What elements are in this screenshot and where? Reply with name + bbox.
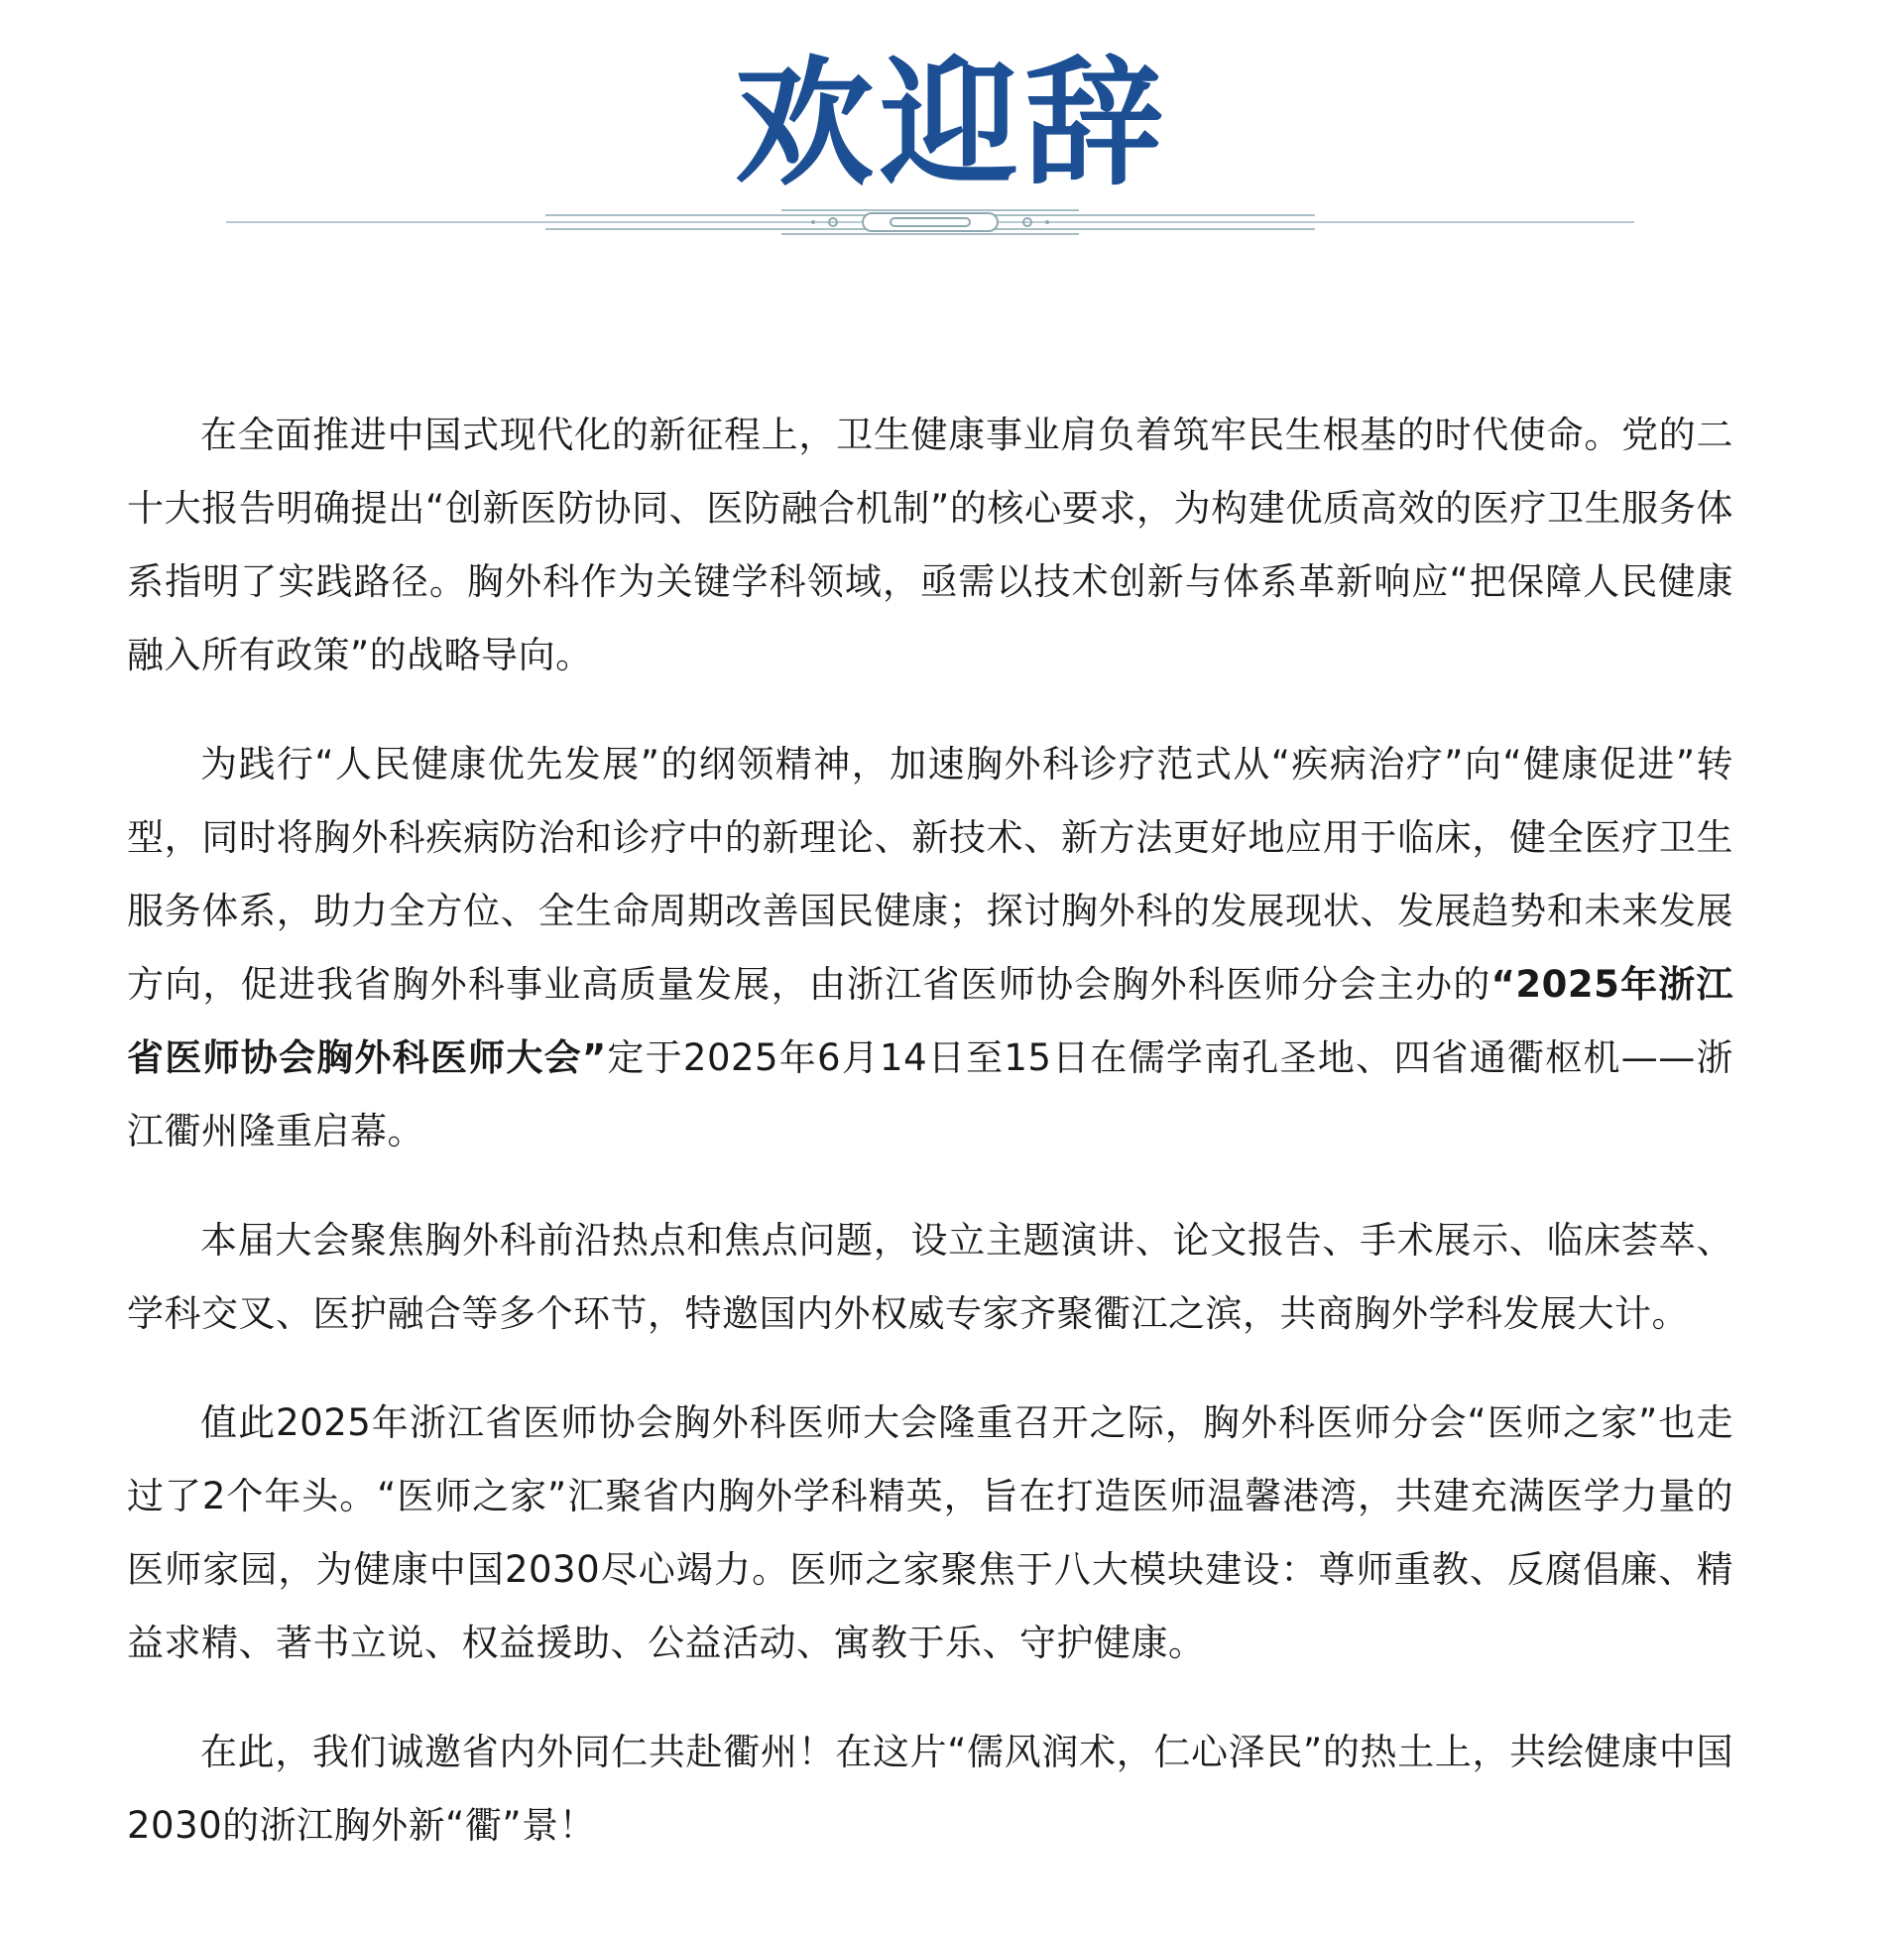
- conference-name: “2025年浙江省医师协会胸外科医师大会”: [127, 963, 1734, 1079]
- paragraph-3: 本届大会聚焦胸外科前沿热点和焦点问题，设立主题演讲、论文报告、手术展示、临床荟萃、学科交叉、医护融合等多个环节，特邀国内外权威专家齐聚衢江之滨，共商胸外学科发展大计。: [127, 1219, 1733, 1335]
- paragraph-4: 值此2025年浙江省医师协会胸外科医师大会隆重召开之际，胸外科医师分会“医师之家”也走过了2个年头。“医师之家”汇聚省内胸外学科精英，旨在打造医师温馨港湾，共建充满医学力量的医师家园，为健康中国2030尽心竭力。医师之家聚焦于八大模块建设：尊师重教、反腐倡廉、精益求精、著书立说、权益援助、公益活动、寓教于乐、守护健康。: [127, 1401, 1733, 1664]
- paragraph-2-intro: 为践行“人民健康优先发展”的纲领精神，加速胸外科诊疗范式从“疾病治疗”向“健康促进”转型，同时将胸外科疾病防治和诊疗中的新理论、新技术、新方法更好地应用于临床，健全医疗卫生服务体系，助力全方位、全生命周期改善国民健康；探讨胸外科的发展现状、发展趋势和未来发展方向，促进我省胸外科事业高质量发展，由浙江省医师协会胸外科医师分会主办的: [127, 743, 1733, 1006]
- paragraph-1: 在全面推进中国式现代化的新征程上，卫生健康事业肩负着筑牢民生根基的时代使命。党的二十大报告明确提出“创新医防协同、医防融合机制”的核心要求，为构建优质高效的医疗卫生服务体系指明了实践路径。胸外科作为关键学科领域，亟需以技术创新与体系革新响应“把保障人民健康融入所有政策”的战略导向。: [127, 414, 1733, 676]
- decorative-divider: [226, 198, 1634, 238]
- page-title: 欢迎辞: [734, 43, 1169, 205]
- paragraph-2: [127, 728, 1733, 1168]
- paragraph-2-details: 定于2025年6月14日至15日在儒学南孔圣地、四省通衢枢机——浙江衢州隆重启幕。: [127, 1036, 1733, 1152]
- welcome-body: [127, 399, 1733, 1898]
- paragraph-5: 在此，我们诚邀省内外同仁共赴衢州！在这片“儒风润术，仁心泽民”的热土上，共绘健康中国2030的浙江胸外新“衢”景！: [127, 1731, 1733, 1847]
